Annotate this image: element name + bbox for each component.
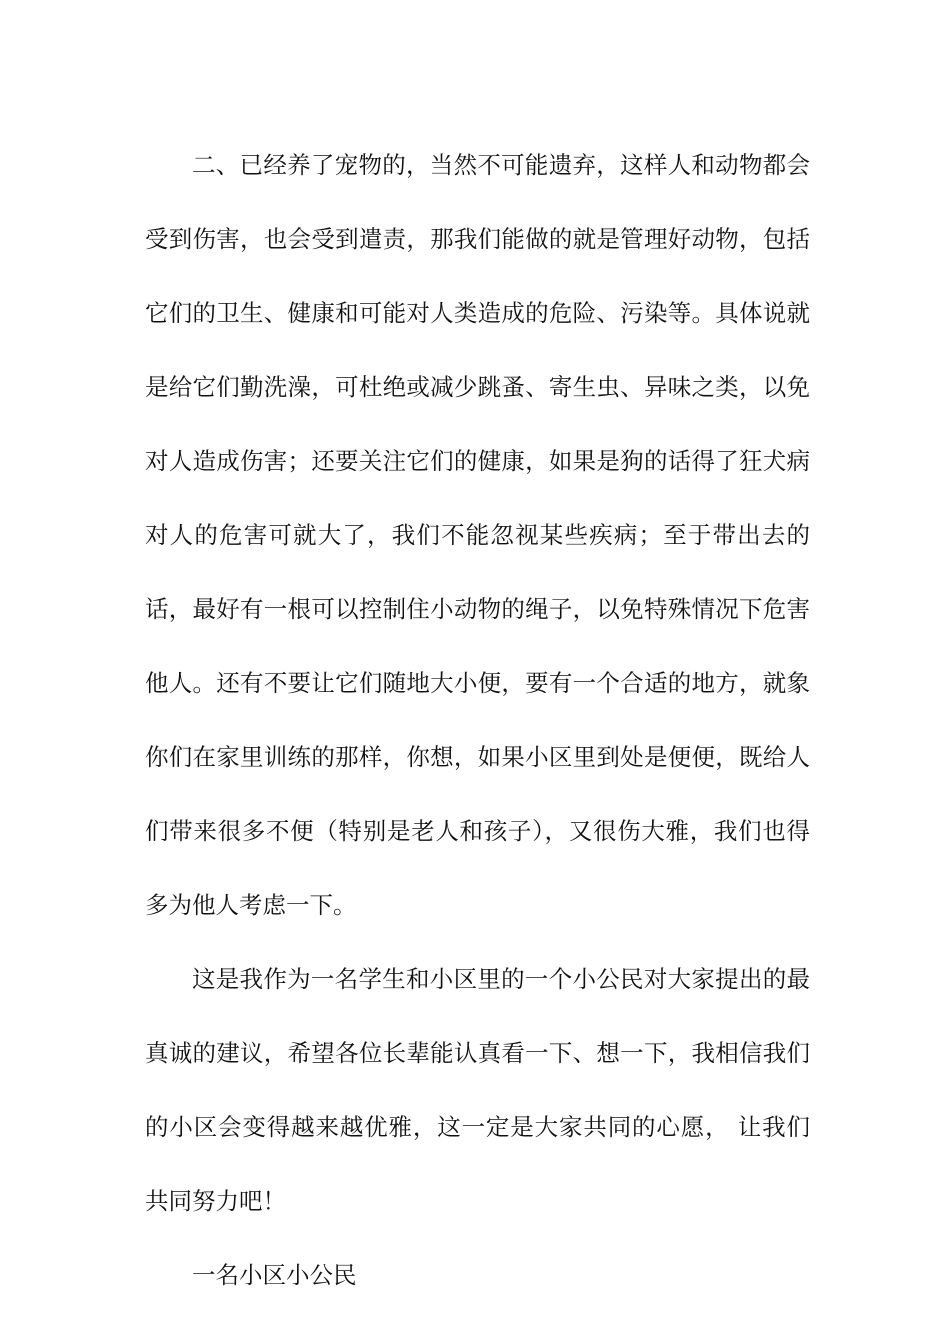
signature: 一名小区小公民 [192,1261,357,1289]
paragraph-closing-appeal: 这是我作为一名学生和小区里的一个小公民对大家提出的最真诚的建议，希望各位长辈能认真看一下、想一下，我相信我们的小区会变得越来越优雅，这一定是大家共同的心愿， 让我们共同努力吧！ [145,965,810,1215]
paragraph-pet-management: 二、已经养了宠物的，当然不可能遗弃，这样人和动物都会受到伤害，也会受到遣责，那我们能做的就是管理好动物，包括它们的卫生、健康和可能对人类造成的危险、污染等。具体说就是给它们勤洗澡，可杜绝或减少跳蚤、寄生虫、异味之类，以免对人造成伤害；还要关注它们的健康，如果是狗的话得了狂犬病对人的危害可就大了，我们不能忽视某些疾病；至于带出去的话，最好有一根可以控制住小动物的绳子，以免特殊情况下危害他人。还有不要让它们随地大小便，要有一个合适的地方，就象你们在家里训练的那样，你想，如果小区里到处是便便，既给人们带来很多不便（特别是老人和孩子），又很伤大雅，我们也得多为他人考虑一下。 [145,151,810,919]
document-body [145,128,810,1312]
